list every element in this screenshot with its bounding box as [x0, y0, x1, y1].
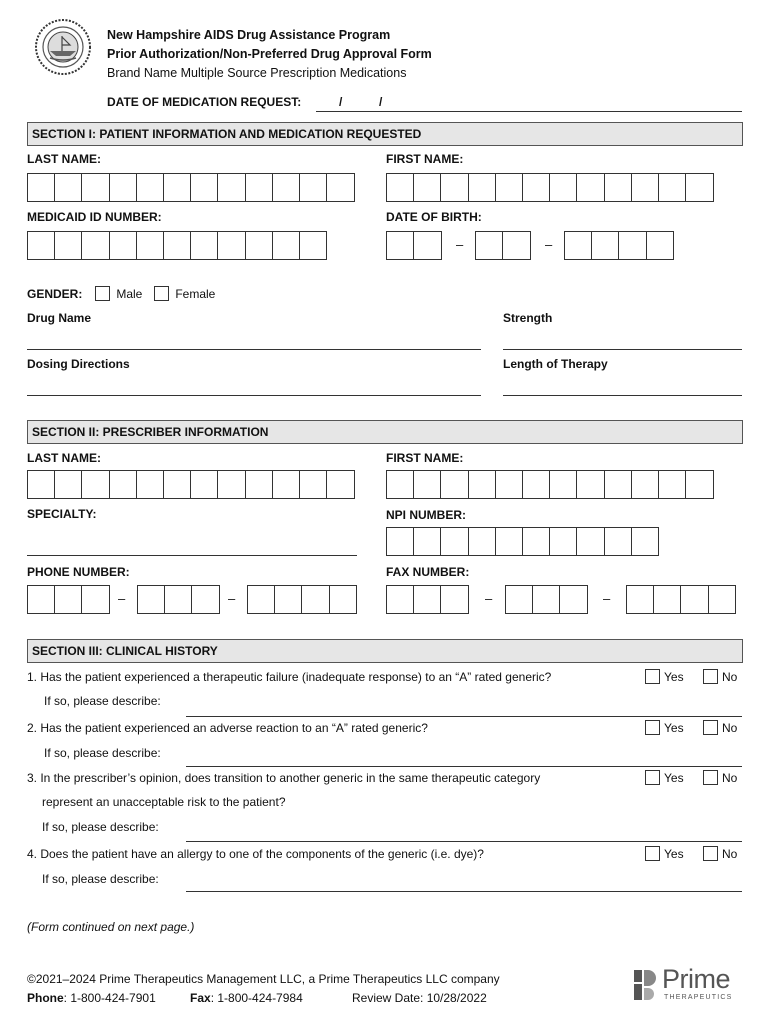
length-of-therapy-label: Length of Therapy	[503, 357, 608, 371]
q3-no-checkbox[interactable]	[703, 770, 718, 785]
q4-no-option[interactable]	[703, 846, 737, 861]
char-box[interactable]	[658, 470, 686, 499]
q2-no-label: No	[722, 721, 738, 735]
char-box[interactable]	[502, 231, 530, 260]
char-box[interactable]	[549, 470, 577, 499]
char-box[interactable]	[245, 173, 273, 202]
fax-line-boxes[interactable]	[626, 585, 735, 614]
char-box[interactable]	[522, 470, 550, 499]
char-box[interactable]	[549, 173, 577, 202]
form-continued-note: (Form continued on next page.)	[27, 920, 195, 934]
phone-dash-2: –	[228, 591, 236, 606]
char-box[interactable]	[301, 585, 329, 614]
char-box[interactable]	[217, 231, 245, 260]
char-box[interactable]	[468, 470, 496, 499]
char-box[interactable]	[81, 231, 109, 260]
npi-number-boxes[interactable]	[386, 527, 658, 556]
date-of-request-label: DATE OF MEDICATION REQUEST:	[107, 95, 302, 109]
q4-yes-option[interactable]	[645, 846, 684, 861]
q3-no-option[interactable]	[703, 770, 737, 785]
medicaid-id-boxes[interactable]	[27, 231, 326, 260]
char-box[interactable]	[386, 231, 414, 260]
q1-describe-field[interactable]	[186, 716, 742, 717]
char-box[interactable]	[559, 585, 587, 614]
q2-no-option[interactable]	[703, 720, 737, 735]
q1-no-option[interactable]	[703, 669, 737, 684]
char-box[interactable]	[163, 470, 191, 499]
drug-name-field[interactable]	[27, 349, 481, 350]
char-box[interactable]	[136, 470, 164, 499]
strength-field[interactable]	[503, 349, 742, 350]
prime-logo-mark-icon	[632, 968, 658, 1002]
specialty-field[interactable]	[27, 555, 357, 556]
npi-number-label: NPI NUMBER:	[386, 508, 466, 522]
gender-female-checkbox[interactable]	[154, 286, 169, 301]
char-box[interactable]	[54, 470, 82, 499]
fax-dash-1: –	[485, 591, 493, 606]
char-box[interactable]	[604, 173, 632, 202]
char-box[interactable]	[247, 585, 275, 614]
char-box[interactable]	[708, 585, 736, 614]
dob-year-boxes[interactable]	[564, 231, 673, 260]
char-box[interactable]	[440, 585, 468, 614]
char-box[interactable]	[54, 585, 82, 614]
gender-male-label: Male	[116, 287, 143, 301]
char-box[interactable]	[386, 470, 414, 499]
char-box[interactable]	[386, 585, 414, 614]
char-box[interactable]	[27, 585, 55, 614]
q1-no-label: No	[722, 670, 738, 684]
char-box[interactable]	[217, 470, 245, 499]
char-box[interactable]	[505, 585, 533, 614]
q1-no-checkbox[interactable]	[703, 669, 718, 684]
char-box[interactable]	[299, 173, 327, 202]
gender-female-option[interactable]	[154, 286, 215, 301]
prime-logo-wordmark: Prime	[662, 964, 731, 994]
char-box[interactable]	[190, 173, 218, 202]
char-box[interactable]	[164, 585, 192, 614]
char-box[interactable]	[413, 470, 441, 499]
char-box[interactable]	[495, 470, 523, 499]
footer-review-date: Review Date: 10/28/2022	[352, 991, 487, 1005]
q3-yes-checkbox[interactable]	[645, 770, 660, 785]
char-box[interactable]	[440, 470, 468, 499]
char-box[interactable]	[299, 470, 327, 499]
prime-therapeutics-logo	[632, 966, 744, 1004]
char-box[interactable]	[272, 470, 300, 499]
prescriber-last-name-boxes[interactable]	[27, 470, 353, 499]
question-2-text: 2. Has the patient experienced an adverse reaction to an “A” rated generic?	[27, 721, 428, 735]
char-box[interactable]	[54, 231, 82, 260]
char-box[interactable]	[190, 231, 218, 260]
q3-describe-field[interactable]	[186, 841, 742, 842]
program-name: New Hampshire AIDS Drug Assistance Program	[107, 28, 391, 42]
char-box[interactable]	[653, 585, 681, 614]
char-box[interactable]	[326, 470, 354, 499]
q4-describe-field[interactable]	[186, 891, 742, 892]
char-box[interactable]	[604, 527, 632, 556]
state-seal-icon	[34, 18, 92, 76]
q1-yes-label: Yes	[664, 670, 684, 684]
char-box[interactable]	[685, 470, 713, 499]
char-box[interactable]	[81, 173, 109, 202]
char-box[interactable]	[564, 231, 592, 260]
char-box[interactable]	[468, 527, 496, 556]
char-box[interactable]	[81, 585, 109, 614]
question-1-text: 1. Has the patient experienced a therapeutic failure (inadequate response) to an “A” rated generic?	[27, 670, 552, 684]
char-box[interactable]	[109, 470, 137, 499]
char-box[interactable]	[190, 470, 218, 499]
char-box[interactable]	[272, 231, 300, 260]
footer-copyright: ©2021–2024 Prime Therapeutics Management LLC, a Prime Therapeutics LLC company	[27, 972, 500, 986]
char-box[interactable]	[576, 470, 604, 499]
footer-fax	[190, 991, 303, 1005]
footer-fax-label: Fax	[190, 991, 211, 1005]
char-box[interactable]	[522, 527, 550, 556]
q1-describe-label: If so, please describe:	[44, 694, 161, 708]
phone-dash-1: –	[118, 591, 126, 606]
char-box[interactable]	[326, 173, 354, 202]
prescriber-first-name-label: FIRST NAME:	[386, 451, 464, 465]
char-box[interactable]	[532, 585, 560, 614]
char-box[interactable]	[136, 231, 164, 260]
fax-dash-2: –	[603, 591, 611, 606]
dob-day-boxes[interactable]	[475, 231, 529, 260]
question-4-text: 4. Does the patient have an allergy to one of the components of the generic (i.e. dye)?	[27, 847, 484, 861]
question-3-text: 3. In the prescriber’s opinion, does transition to another generic in the same therapeutic category	[27, 771, 541, 785]
medicaid-id-label: MEDICAID ID NUMBER:	[27, 210, 162, 224]
dosing-directions-field[interactable]	[27, 395, 481, 396]
q2-describe-field[interactable]	[186, 766, 742, 767]
char-box[interactable]	[495, 173, 523, 202]
footer-fax-value: : 1-800-424-7984	[210, 991, 303, 1005]
char-box[interactable]	[413, 585, 441, 614]
dob-dash-2: –	[545, 237, 553, 252]
q2-yes-checkbox[interactable]	[645, 720, 660, 735]
char-box[interactable]	[413, 231, 441, 260]
char-box[interactable]	[646, 231, 674, 260]
specialty-label: SPECIALTY:	[27, 507, 97, 521]
gender-female-label: Female	[175, 287, 216, 301]
q1-yes-checkbox[interactable]	[645, 669, 660, 684]
patient-last-name-label: LAST NAME:	[27, 152, 101, 166]
q2-yes-label: Yes	[664, 721, 684, 735]
char-box[interactable]	[109, 231, 137, 260]
char-box[interactable]	[274, 585, 302, 614]
phone-number-label: PHONE NUMBER:	[27, 565, 130, 579]
char-box[interactable]	[626, 585, 654, 614]
char-box[interactable]	[54, 173, 82, 202]
char-box[interactable]	[299, 231, 327, 260]
char-box[interactable]	[631, 470, 659, 499]
dosing-directions-label: Dosing Directions	[27, 357, 130, 371]
char-box[interactable]	[631, 527, 659, 556]
char-box[interactable]	[386, 173, 414, 202]
gender-label: GENDER:	[27, 287, 83, 301]
char-box[interactable]	[386, 527, 414, 556]
char-box[interactable]	[245, 231, 273, 260]
section-1-header: SECTION I: PATIENT INFORMATION AND MEDICATION REQUESTED	[27, 122, 743, 146]
dob-dash-1: –	[456, 237, 464, 252]
phone-line-boxes[interactable]	[247, 585, 356, 614]
footer-phone-label: Phone	[27, 991, 64, 1005]
length-of-therapy-field[interactable]	[503, 395, 742, 396]
char-box[interactable]	[468, 173, 496, 202]
phone-area-boxes[interactable]	[27, 585, 109, 614]
char-box[interactable]	[576, 173, 604, 202]
dob-month-boxes[interactable]	[386, 231, 440, 260]
date-separator-2: /	[379, 95, 383, 109]
strength-label: Strength	[503, 311, 553, 325]
char-box[interactable]	[522, 173, 550, 202]
section-3-header: SECTION III: CLINICAL HISTORY	[27, 639, 743, 663]
char-box[interactable]	[631, 173, 659, 202]
prescriber-last-name-label: LAST NAME:	[27, 451, 101, 465]
section-2-header: SECTION II: PRESCRIBER INFORMATION	[27, 420, 743, 444]
char-box[interactable]	[191, 585, 219, 614]
char-box[interactable]	[685, 173, 713, 202]
char-box[interactable]	[549, 527, 577, 556]
drug-name-label: Drug Name	[27, 311, 92, 325]
char-box[interactable]	[27, 173, 55, 202]
q3-yes-option[interactable]	[645, 770, 684, 785]
char-box[interactable]	[658, 173, 686, 202]
fax-area-boxes[interactable]	[386, 585, 468, 614]
char-box[interactable]	[413, 527, 441, 556]
char-box[interactable]	[604, 470, 632, 499]
char-box[interactable]	[27, 231, 55, 260]
char-box[interactable]	[413, 173, 441, 202]
form-subtitle: Brand Name Multiple Source Prescription Medications	[107, 66, 407, 80]
prescriber-first-name-boxes[interactable]	[386, 470, 712, 499]
q4-describe-label: If so, please describe:	[42, 872, 159, 886]
char-box[interactable]	[81, 470, 109, 499]
q2-no-checkbox[interactable]	[703, 720, 718, 735]
form-title: Prior Authorization/Non-Preferred Drug Approval Form	[107, 47, 432, 61]
char-box[interactable]	[440, 527, 468, 556]
char-box[interactable]	[137, 585, 165, 614]
date-of-request-field[interactable]	[316, 111, 742, 112]
patient-first-name-boxes[interactable]	[386, 173, 712, 202]
fax-number-label: FAX NUMBER:	[386, 565, 470, 579]
char-box[interactable]	[217, 173, 245, 202]
char-box[interactable]	[109, 173, 137, 202]
q4-no-checkbox[interactable]	[703, 846, 718, 861]
question-3-text-cont: represent an unacceptable risk to the patient?	[42, 795, 286, 809]
char-box[interactable]	[440, 173, 468, 202]
footer-phone-value: : 1-800-424-7901	[63, 991, 156, 1005]
char-box[interactable]	[163, 173, 191, 202]
char-box[interactable]	[618, 231, 646, 260]
q3-yes-label: Yes	[664, 771, 684, 785]
char-box[interactable]	[680, 585, 708, 614]
q2-describe-label: If so, please describe:	[44, 746, 161, 760]
char-box[interactable]	[576, 527, 604, 556]
char-box[interactable]	[136, 173, 164, 202]
char-box[interactable]	[163, 231, 191, 260]
char-box[interactable]	[272, 173, 300, 202]
patient-last-name-boxes[interactable]	[27, 173, 353, 202]
date-separator-1: /	[339, 95, 343, 109]
gender-male-checkbox[interactable]	[95, 286, 110, 301]
prime-logo-subtext: THERAPEUTICS	[664, 994, 733, 1001]
char-box[interactable]	[329, 585, 357, 614]
footer-phone	[27, 991, 156, 1005]
q4-yes-label: Yes	[664, 847, 684, 861]
patient-first-name-label: FIRST NAME:	[386, 152, 464, 166]
q1-yes-option[interactable]	[645, 669, 684, 684]
q3-no-label: No	[722, 771, 738, 785]
char-box[interactable]	[475, 231, 503, 260]
char-box[interactable]	[27, 470, 55, 499]
q4-yes-checkbox[interactable]	[645, 846, 660, 861]
char-box[interactable]	[495, 527, 523, 556]
q3-describe-label: If so, please describe:	[42, 820, 159, 834]
date-of-birth-label: DATE OF BIRTH:	[386, 210, 482, 224]
fax-prefix-boxes[interactable]	[505, 585, 587, 614]
char-box[interactable]	[591, 231, 619, 260]
char-box[interactable]	[245, 470, 273, 499]
gender-male-option[interactable]	[95, 286, 142, 301]
phone-prefix-boxes[interactable]	[137, 585, 219, 614]
q2-yes-option[interactable]	[645, 720, 684, 735]
q4-no-label: No	[722, 847, 738, 861]
